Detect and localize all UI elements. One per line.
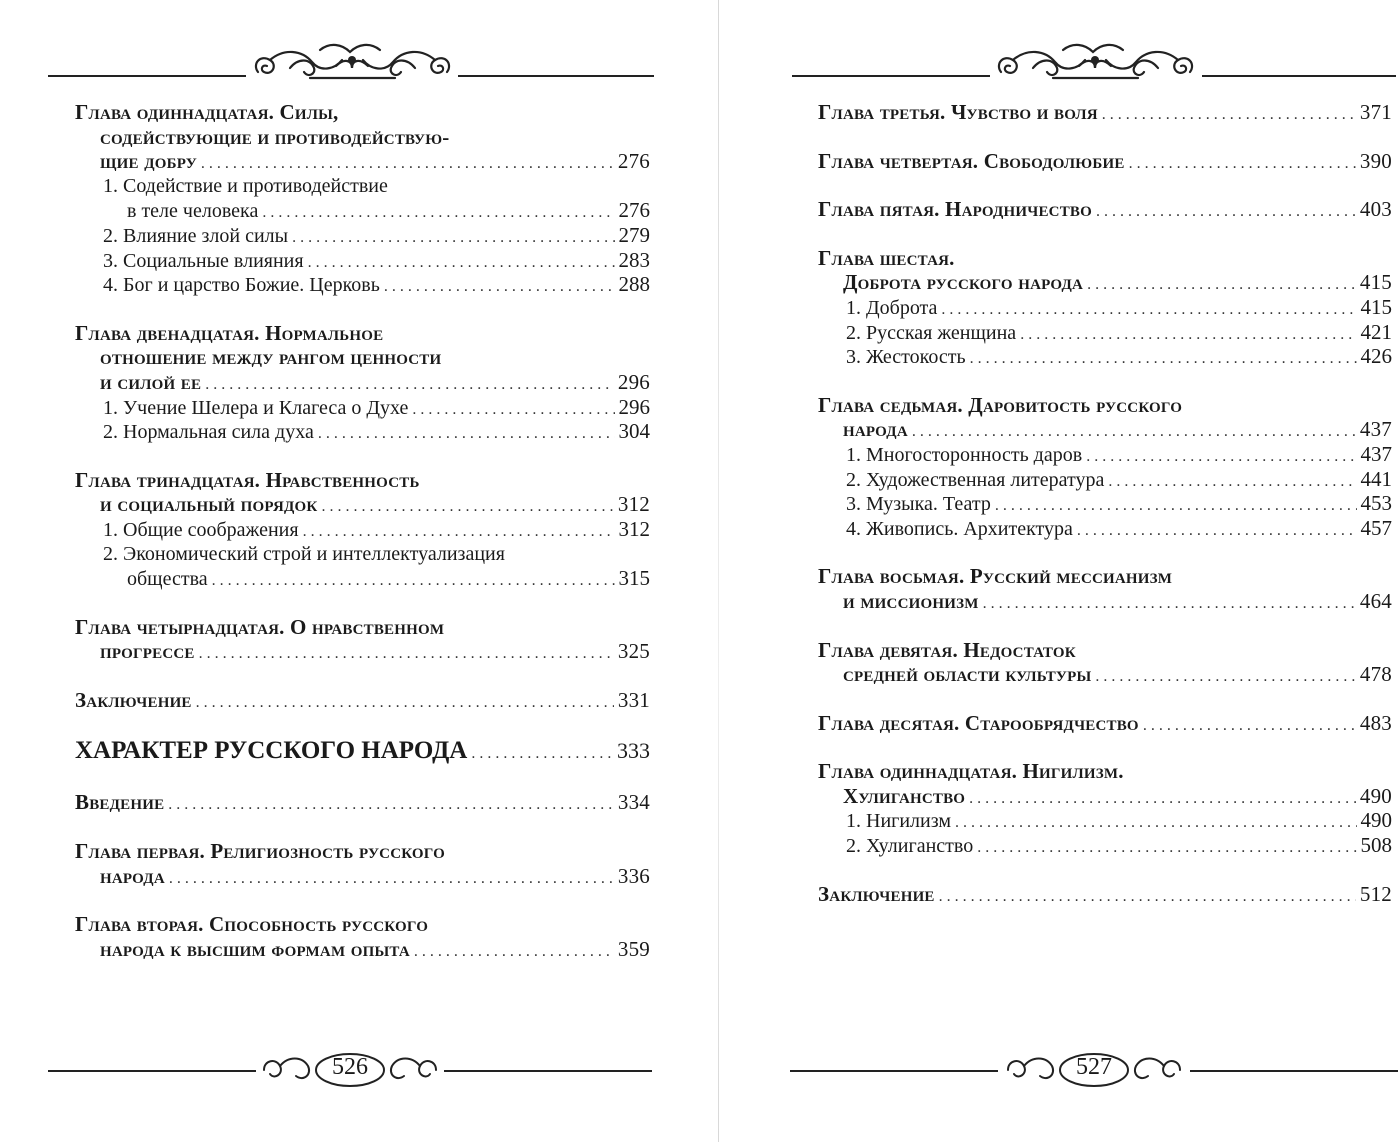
toc-page-number: 415 [1360, 294, 1392, 319]
toc-title-text: народа [843, 417, 908, 442]
dot-leader [471, 736, 613, 769]
toc-page-number: 371 [1359, 100, 1392, 124]
toc-page-number: 279 [618, 222, 650, 247]
toc-title-text: прогрессе [100, 639, 195, 664]
toc-spacer [75, 444, 650, 468]
toc-title-text: 2. Влияние злой силы [103, 224, 289, 247]
toc-line [818, 442, 1392, 467]
right-page [700, 0, 1400, 1142]
toc-title-text: 2. Художественная литература [846, 468, 1105, 491]
toc-spacer [818, 125, 1392, 149]
dot-leader [1095, 662, 1355, 690]
dot-leader [196, 688, 614, 716]
toc-spacer [818, 369, 1392, 393]
toc-page-number: 333 [617, 738, 650, 764]
toc-chapter-entry[interactable] [75, 468, 650, 517]
toc-spacer [75, 712, 650, 736]
toc-title-text: Глава первая. Религиозность русского [75, 839, 446, 864]
toc-title-text: 4. Бог и царство Божие. Церковь [103, 274, 380, 297]
toc-subentry[interactable] [75, 272, 650, 297]
toc-line [75, 100, 650, 125]
toc-line [75, 345, 650, 370]
header-rule-right [458, 75, 654, 77]
toc-line [818, 516, 1392, 541]
toc-page-number: 331 [617, 687, 650, 712]
header-rule-right [1202, 75, 1396, 77]
dot-leader [262, 199, 614, 226]
toc-chapter-entry[interactable] [75, 790, 650, 815]
toc-subentry[interactable] [818, 467, 1392, 492]
dot-leader [201, 149, 614, 177]
toc-title-text: и силой ее [100, 369, 202, 394]
toc-line [75, 370, 650, 395]
toc-line [818, 662, 1392, 687]
scroll-ornament-icon [250, 38, 455, 84]
toc-subentry[interactable] [818, 833, 1392, 858]
toc-chapter-entry[interactable] [75, 839, 650, 888]
dot-leader [1129, 149, 1356, 177]
toc-subentry[interactable] [818, 320, 1392, 345]
toc-line [818, 833, 1392, 858]
dot-leader [292, 224, 614, 251]
toc-line [818, 784, 1392, 809]
toc-line [75, 174, 650, 199]
toc-page-number: 457 [1360, 515, 1392, 540]
toc-page-number: 508 [1360, 833, 1392, 858]
toc-line [75, 125, 650, 150]
toc-line [75, 419, 650, 444]
toc-page-number: 359 [617, 936, 650, 961]
toc-line [818, 638, 1392, 663]
toc-title-text: 1. Доброта [846, 296, 938, 319]
toc-chapter-entry[interactable] [818, 149, 1392, 174]
toc-line [818, 711, 1392, 736]
toc-title-text: 1. Учение Шелера и Клагеса о Духе [103, 396, 409, 419]
toc-spacer [75, 591, 650, 615]
footer-rule-right [444, 1070, 652, 1072]
folio-number: 527 [1076, 1054, 1112, 1080]
toc-page-number: 390 [1359, 148, 1392, 173]
toc-title-text: Глава седьмая. Даровитость русского [818, 392, 1183, 417]
dot-leader [1086, 443, 1356, 470]
dot-leader [983, 589, 1356, 617]
toc-page-number: 512 [1359, 881, 1392, 906]
footer-rule-left [790, 1070, 998, 1072]
dot-leader [205, 370, 614, 398]
toc-title-text: щие добру [100, 149, 197, 174]
toc-spacer [75, 815, 650, 839]
footer-ornament [0, 1054, 700, 1122]
toc-chapter-entry[interactable] [818, 246, 1392, 295]
toc-spacer [818, 173, 1392, 197]
toc-chapter-entry[interactable] [75, 100, 650, 174]
toc-title-text: Глава третья. Чувство и воля [818, 100, 1098, 124]
toc-spacer [818, 858, 1392, 882]
toc-page-number: 276 [618, 198, 650, 223]
dot-leader [1020, 321, 1356, 348]
header-rule-left [48, 75, 246, 77]
toc-subentry[interactable] [818, 491, 1392, 516]
toc-line [818, 100, 1392, 125]
toc-chapter-entry[interactable] [818, 197, 1392, 222]
toc-title-text: Доброта русского народа [843, 270, 1084, 295]
dot-leader [414, 937, 614, 965]
toc-line [75, 639, 650, 664]
dot-leader [969, 784, 1356, 812]
toc-subentry[interactable] [818, 808, 1392, 833]
dot-leader [199, 639, 614, 667]
toc-title-text: Глава двенадцатая. Нормальное [75, 320, 384, 345]
toc-line [818, 808, 1392, 833]
toc-spacer [75, 297, 650, 321]
toc-page-number: 336 [617, 863, 650, 888]
toc-page-number: 464 [1359, 588, 1392, 613]
toc-title-text: 3. Музыка. Театр [846, 493, 991, 516]
dot-leader [955, 809, 1356, 836]
toc-title-text: 1. Содействие и противодействие [103, 174, 388, 197]
toc-title-text: 4. Живопись. Архитектура [846, 517, 1073, 540]
dot-leader [384, 273, 615, 300]
toc-chapter-entry[interactable] [818, 711, 1392, 736]
toc-chapter-entry[interactable] [818, 882, 1392, 907]
toc-chapter-entry[interactable] [818, 100, 1392, 125]
toc-title-text: Глава четырнадцатая. О нравственном [75, 614, 445, 639]
toc-title-text: 3. Социальные влияния [103, 249, 304, 272]
dot-leader [941, 296, 1356, 323]
toc-spacer [818, 614, 1392, 638]
toc-subentry[interactable] [75, 174, 650, 223]
toc-spacer [75, 664, 650, 688]
toc-subentry[interactable] [75, 419, 650, 444]
toc-title-text: Глава тринадцатая. Нравственность [75, 467, 420, 492]
header-ornament [700, 38, 1400, 98]
toc-page-number: 441 [1360, 466, 1392, 491]
toc-chapter-entry[interactable] [75, 912, 650, 961]
toc-title-text: и миссионизм [843, 588, 979, 613]
toc-title-text: Глава пятая. Народничество [818, 197, 1092, 222]
toc-page-number: 283 [618, 247, 650, 272]
toc-line [75, 492, 650, 517]
toc-page-number: 421 [1360, 319, 1392, 344]
toc-line [818, 344, 1392, 369]
dot-leader [939, 882, 1356, 910]
toc-line [818, 589, 1392, 614]
toc-page-number: 296 [618, 394, 650, 419]
toc-title-text: Заключение [75, 687, 192, 712]
toc-title-text: 1. Общие соображения [103, 518, 299, 541]
toc-page-number: 403 [1359, 197, 1392, 222]
toc-title-text: и социальный порядок [100, 492, 318, 517]
toc-title-text: в теле человека [127, 200, 259, 223]
toc-title-text: Глава четвертая. Свободолюбие [818, 148, 1125, 173]
toc-page-number: 312 [617, 492, 650, 517]
toc-line [75, 272, 650, 297]
toc-line [75, 688, 650, 713]
toc-subentry[interactable] [75, 542, 650, 591]
dot-leader [303, 518, 615, 545]
toc-page-number: 288 [618, 272, 650, 297]
header-ornament [0, 38, 700, 98]
dot-leader [912, 417, 1356, 445]
toc-page-number: 296 [617, 369, 650, 394]
toc-title-text: Введение [75, 790, 165, 815]
toc-line [75, 736, 650, 766]
toc-title-text: ХАРАКТЕР РУССКОГО НАРОДА [75, 737, 468, 765]
toc-title-text: 1. Многосторонность даров [846, 443, 1083, 466]
dot-leader [308, 249, 615, 276]
toc-subentry[interactable] [818, 344, 1392, 369]
toc-subentry[interactable] [818, 442, 1392, 467]
toc-spacer [818, 540, 1392, 564]
toc-line [75, 223, 650, 248]
dot-leader [1087, 270, 1356, 298]
toc-chapter-entry[interactable] [75, 321, 650, 395]
dot-leader [212, 567, 615, 594]
toc-title-text: Глава одиннадцатая. Нигилизм. [818, 759, 1124, 784]
toc-line [818, 491, 1392, 516]
toc-page-number: 437 [1360, 441, 1392, 466]
dot-leader [1096, 197, 1356, 225]
toc-line [75, 198, 650, 223]
toc-page-number: 312 [618, 516, 650, 541]
toc-line [818, 882, 1392, 907]
toc-title-text: Глава вторая. Способность русского [75, 912, 429, 937]
toc-chapter-entry[interactable] [818, 638, 1392, 687]
toc-line [75, 468, 650, 493]
toc-title-text: Глава одиннадцатая. Силы, [75, 100, 339, 124]
dot-leader [995, 492, 1357, 519]
toc-page-number: 325 [617, 639, 650, 664]
toc-chapter-entry[interactable] [818, 564, 1392, 613]
toc-line [75, 517, 650, 542]
toc-page-number: 426 [1360, 344, 1392, 369]
toc-title-text: 1. Нигилизм [846, 810, 952, 833]
toc-line [75, 912, 650, 937]
toc-title-text: 2. Хулиганство [846, 835, 974, 858]
footer-rule-left [48, 1070, 256, 1072]
toc-spacer [818, 687, 1392, 711]
scroll-ornament-icon [993, 38, 1198, 84]
toc-line [75, 248, 650, 273]
dot-leader [169, 864, 614, 892]
toc-line [818, 295, 1392, 320]
toc-spacer [75, 766, 650, 790]
dot-leader [412, 396, 614, 423]
toc-page-number: 490 [1360, 808, 1392, 833]
toc-title-text: Глава восьмая. Русский мессианизм [818, 564, 1173, 589]
toc-line [818, 759, 1392, 784]
toc-page-number: 453 [1360, 491, 1392, 516]
toc-subentry[interactable] [75, 223, 650, 248]
footer-rule-right [1190, 1070, 1398, 1072]
folio-number: 526 [332, 1054, 368, 1080]
toc-title-text: общества [127, 568, 208, 591]
toc-line [818, 246, 1392, 271]
toc-line [818, 564, 1392, 589]
footer-ornament [700, 1054, 1400, 1122]
toc-page-number: 437 [1359, 417, 1392, 442]
toc-page-number: 334 [617, 790, 650, 815]
toc-subentry[interactable] [75, 517, 650, 542]
dot-leader [1143, 711, 1356, 739]
toc-title-text: народа к высшим формам опыта [100, 936, 410, 961]
toc-page-number: 315 [618, 566, 650, 591]
toc-spacer [818, 222, 1392, 246]
toc-page-number: 276 [617, 149, 650, 174]
toc-title-text: 3. Жестокость [846, 346, 966, 369]
toc-title-text: 2. Русская женщина [846, 321, 1017, 344]
right-toc [818, 100, 1392, 906]
toc-page-number: 478 [1359, 662, 1392, 687]
dot-leader [168, 790, 614, 818]
dot-leader [1108, 468, 1356, 495]
toc-line [75, 839, 650, 864]
toc-line [75, 321, 650, 346]
toc-page-number: 415 [1359, 270, 1392, 295]
toc-line [818, 320, 1392, 345]
toc-line [818, 393, 1392, 418]
toc-line [75, 395, 650, 420]
dot-leader [1077, 517, 1357, 544]
toc-title-text: Глава десятая. Старообрядчество [818, 710, 1139, 735]
toc-title-text: содействующие и противодействую- [100, 124, 450, 149]
toc-spacer [75, 888, 650, 912]
toc-line [818, 149, 1392, 174]
toc-line [75, 542, 650, 567]
dot-leader [977, 834, 1356, 861]
toc-line [818, 197, 1392, 222]
toc-chapter-entry[interactable] [75, 615, 650, 664]
toc-title-text: 2. Нормальная сила духа [103, 421, 314, 444]
toc-line [75, 615, 650, 640]
toc-title-text: отношение между рангом ценности [100, 345, 442, 370]
toc-chapter-entry[interactable] [818, 393, 1392, 442]
toc-title-text: народа [100, 863, 165, 888]
toc-line [818, 467, 1392, 492]
toc-subentry[interactable] [75, 248, 650, 273]
toc-spacer [818, 735, 1392, 759]
toc-page-number: 490 [1359, 783, 1392, 808]
toc-subentry[interactable] [818, 295, 1392, 320]
toc-part-heading[interactable] [75, 736, 650, 766]
toc-chapter-entry[interactable] [75, 688, 650, 713]
toc-title-text: Хулиганство [843, 783, 966, 808]
header-rule-left [792, 75, 990, 77]
toc-page-number: 483 [1359, 710, 1392, 735]
toc-line [75, 937, 650, 962]
toc-title-text: Заключение [818, 881, 935, 906]
toc-line [75, 790, 650, 815]
toc-subentry[interactable] [75, 395, 650, 420]
dot-leader [321, 492, 613, 520]
toc-page-number: 304 [618, 419, 650, 444]
toc-line [75, 566, 650, 591]
toc-subentry[interactable] [818, 516, 1392, 541]
toc-line [818, 270, 1392, 295]
dot-leader [970, 345, 1357, 372]
toc-title-text: Глава девятая. Недостаток [818, 637, 1076, 662]
toc-title-text: средней области культуры [843, 662, 1092, 687]
dot-leader [1102, 100, 1356, 128]
toc-title-text: Глава шестая. [818, 245, 955, 270]
toc-title-text: 2. Экономический строй и интеллектуализация [103, 542, 505, 565]
toc-line [75, 864, 650, 889]
left-toc [75, 100, 650, 961]
toc-line [818, 417, 1392, 442]
toc-chapter-entry[interactable] [818, 759, 1392, 808]
dot-leader [318, 420, 615, 447]
toc-line [75, 149, 650, 174]
